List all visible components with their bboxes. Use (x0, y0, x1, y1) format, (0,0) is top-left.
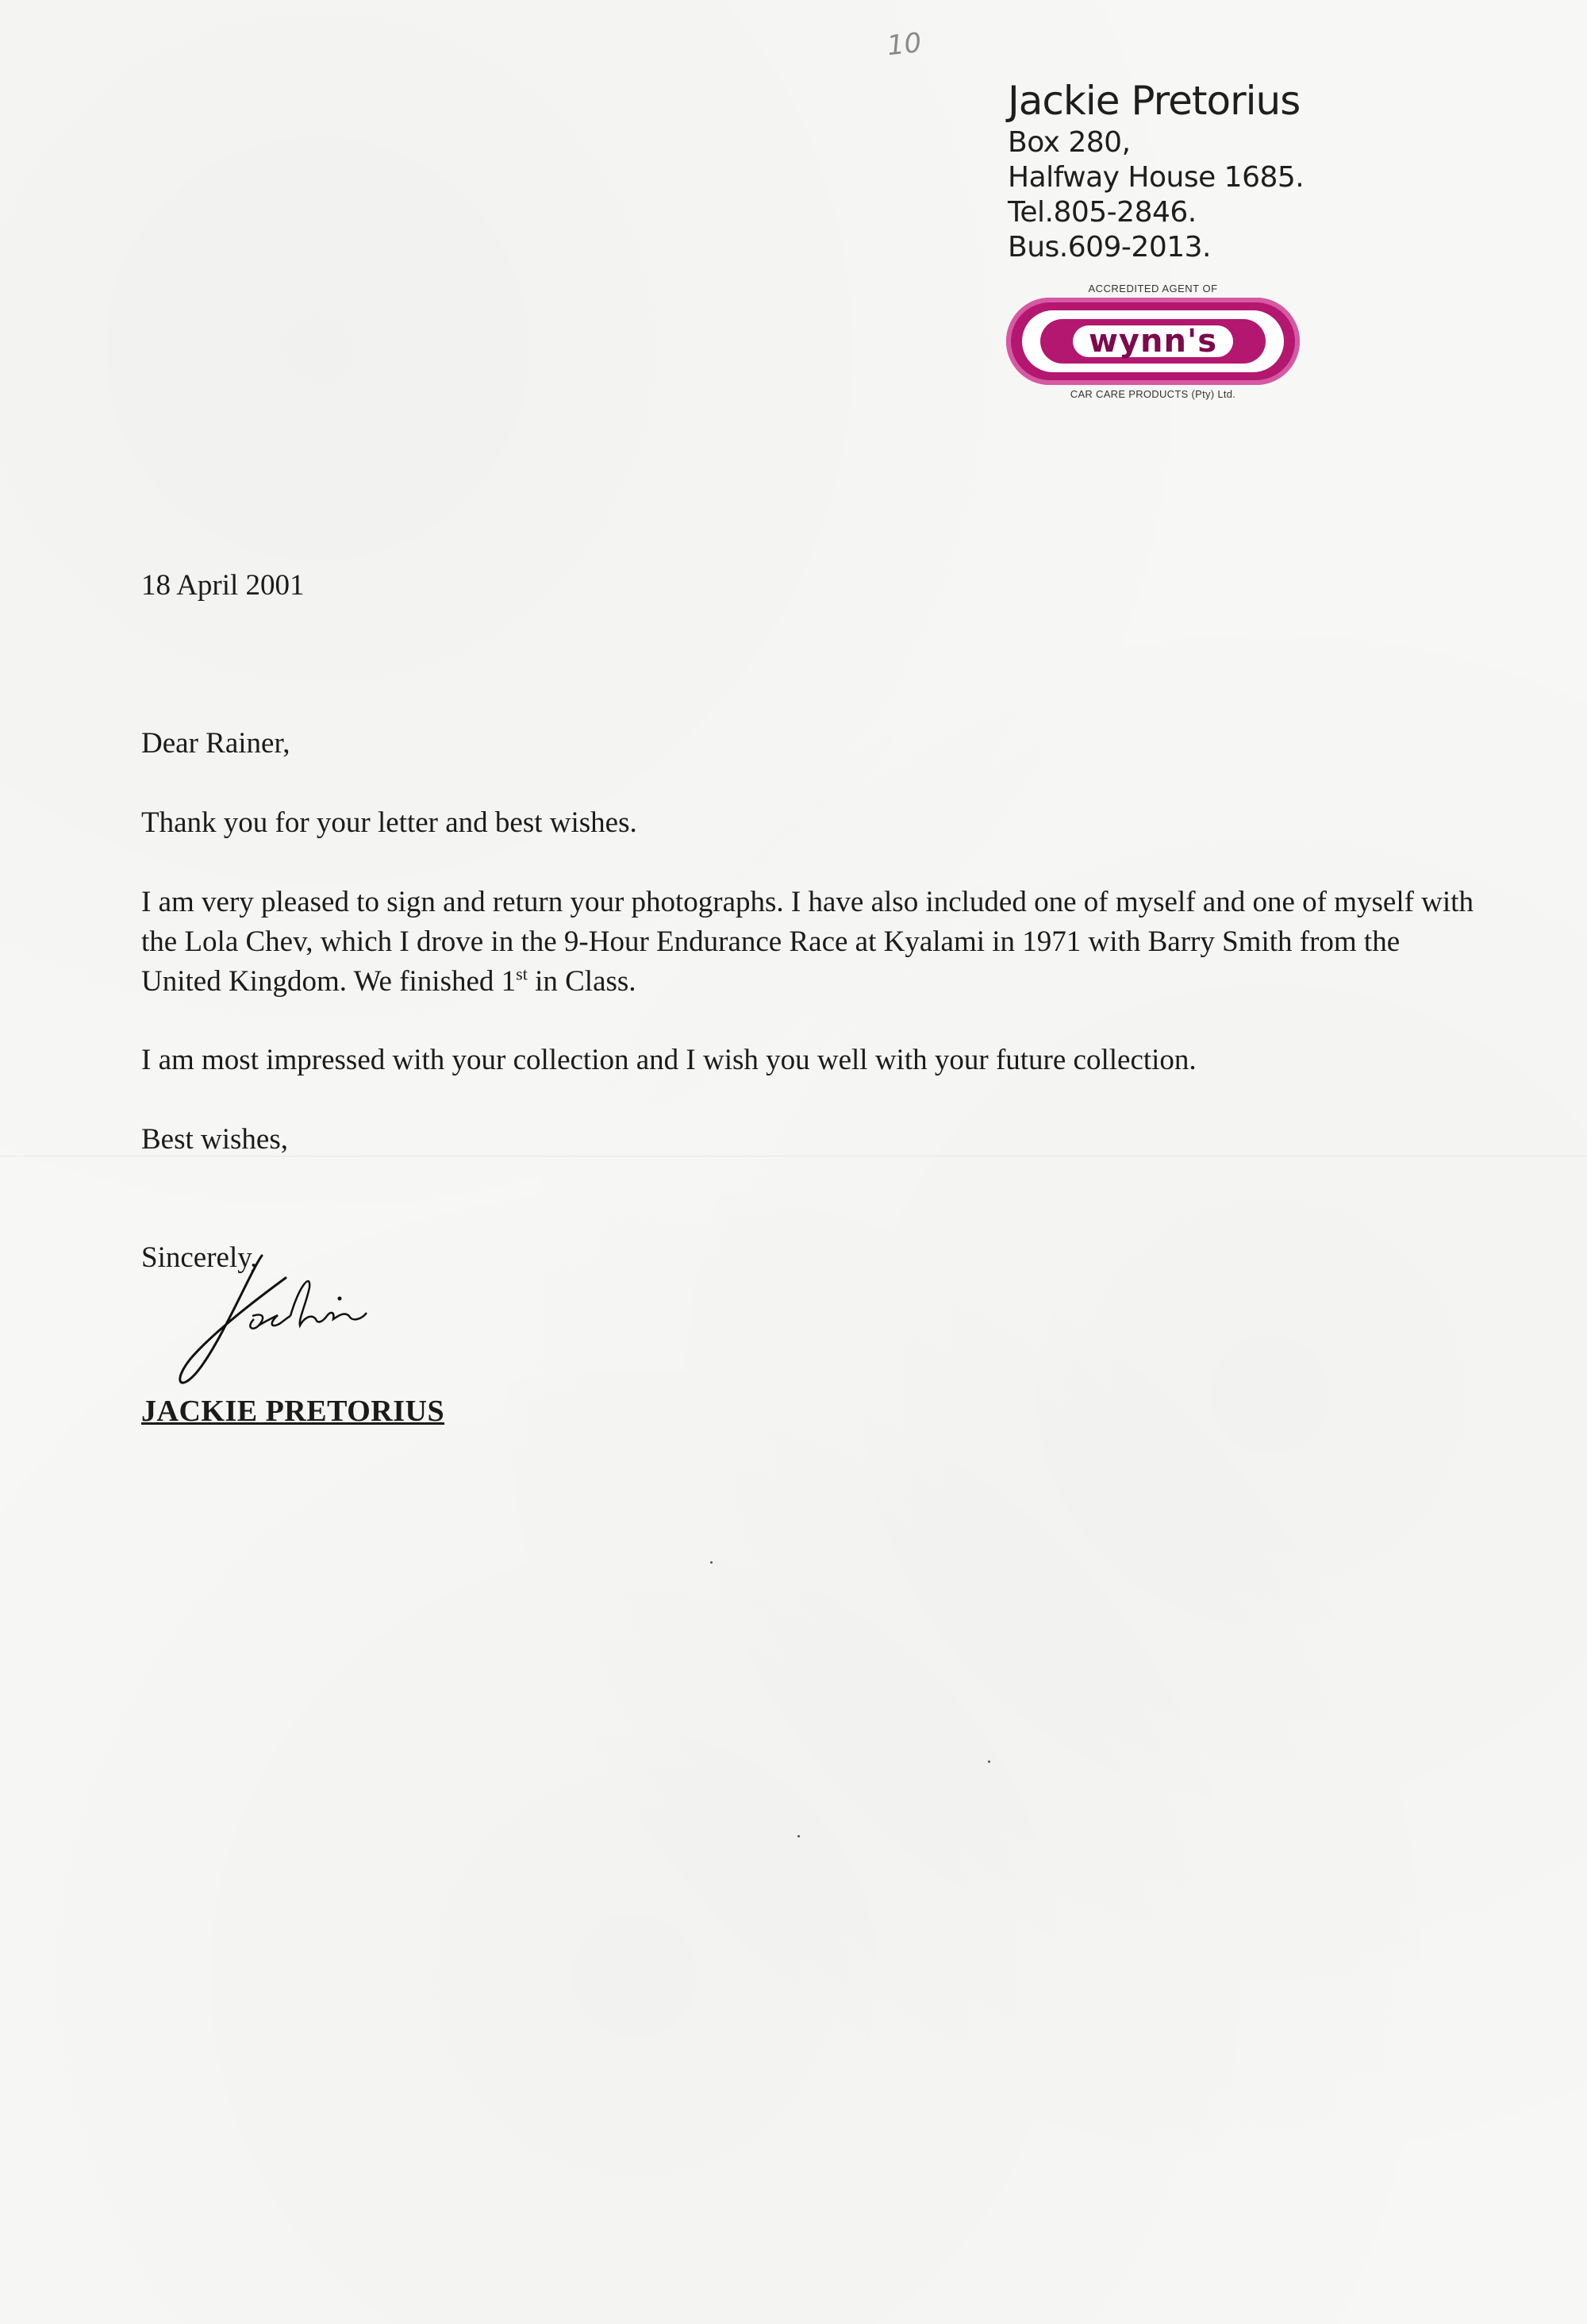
paper-speck (710, 1561, 713, 1564)
paragraph-3: I am most impressed with your collection and I wish you well with your future collection. (141, 1044, 1197, 1076)
paper-speck (988, 1760, 990, 1763)
paper-speck (797, 1835, 800, 1837)
wynns-agent-badge (1006, 283, 1300, 400)
letterhead-name: Jackie Pretorius (1008, 78, 1301, 124)
paragraph-1: Thank you for your letter and best wishes. (141, 806, 637, 839)
closing-sincerely: Sincerely, (141, 1241, 258, 1274)
phone-line: Tel.805-2846. (1008, 196, 1197, 229)
handwritten-signature (159, 1240, 444, 1399)
letter-greeting: Dear Rainer, (141, 727, 290, 760)
letterhead (1008, 76, 1304, 265)
paragraph-2 (141, 883, 1474, 1002)
badge-bottom-text: CAR CARE PRODUCTS (Pty) Ltd. (1070, 388, 1236, 400)
badge-top-text: ACCREDITED AGENT OF (1088, 283, 1218, 294)
business-phone-line: Bus.609-2013. (1008, 231, 1211, 264)
signatory-name: JACKIE PRETORIUS (141, 1395, 445, 1428)
paragraph-2-main: I am very pleased to sign and return your photographs. I have also included one of myself and one of myself with the Lola Chev, which I drove in the 9-Hour Endurance Race at Kyalami in 1971 with Barry Smith from the United Kingdom. We finished 1 (141, 886, 1474, 998)
ordinal-suffix: st (516, 964, 528, 984)
wynns-logo (1006, 298, 1300, 385)
paragraph-2-end: in Class. (527, 965, 636, 998)
brand-name: wynn's (1073, 325, 1233, 357)
address-line: Box 280, (1008, 126, 1131, 159)
letter-date: 18 April 2001 (141, 569, 305, 602)
paragraph-4: Best wishes, (141, 1123, 288, 1156)
page-number: 10 (886, 26, 924, 63)
address-line: Halfway House 1685. (1008, 161, 1305, 194)
